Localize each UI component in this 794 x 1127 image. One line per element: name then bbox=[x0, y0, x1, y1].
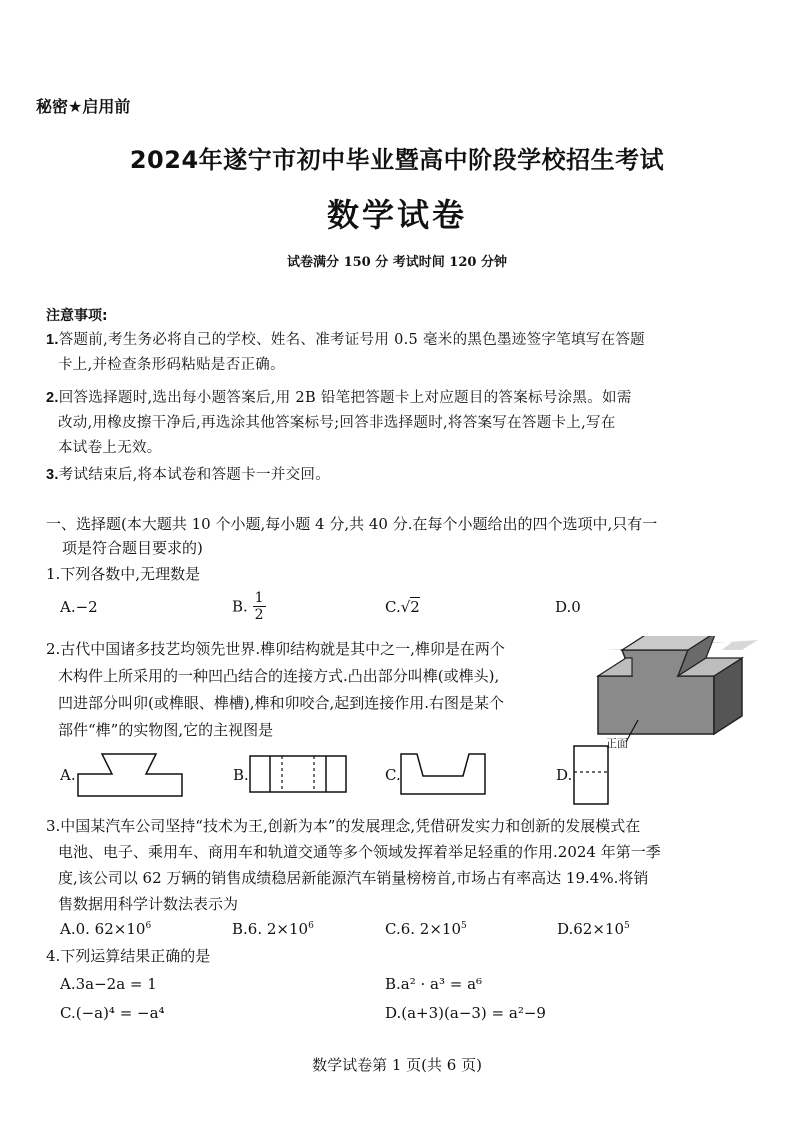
tenon-3d-figure bbox=[592, 636, 762, 748]
question-1-stem: 1.下列各数中,无理数是 bbox=[46, 565, 201, 583]
subject-title: 数学试卷 bbox=[326, 196, 467, 234]
q4-option-b: B.a² · a³ = a⁶ bbox=[385, 975, 483, 993]
q2-option-a-label: A. bbox=[60, 766, 76, 784]
exam-title: 2024年遂宁市初中毕业暨高中阶段学校招生考试 bbox=[129, 146, 665, 174]
notice-item-2: 2.回答选择题时,选出每小题答案后,用 2B 铅笔把答题卡上对应题目的答案标号涂黑。如需 改动,用橡皮擦干净后,再选涂其他答案标号;回答非选择题时,将答案写在答题卡上,写在 本试卷上无效。 bbox=[46, 390, 632, 456]
q1-option-b: B. $\frac{1}{2}$ bbox=[232, 590, 264, 623]
q2-option-a-figure bbox=[76, 752, 186, 798]
question-3-stem: 3.中国某汽车公司坚持“技术为王,创新为本”的发展理念,凭借研发实力和创新的发展模式在 电池、电子、乘用车、商用车和轨道交通等多个领域发挥着举足轻重的作用.2024 年第一季 度,该公司以 62 万辆的销售成绩稳居新能源汽车销量榜榜首,市场占有率高达 19.4%.将销 售数据用科学计数法表示为 bbox=[46, 817, 661, 913]
q1-option-a: A.−2 bbox=[60, 598, 98, 616]
score-time-info: 试卷满分 150 分 考试时间 120 分钟 bbox=[287, 255, 507, 270]
q4-option-d: D.(a+3)(a−3) = a²−9 bbox=[385, 1004, 546, 1022]
sqrt-symbol: √ bbox=[400, 598, 411, 616]
q4-option-c: C.(−a)⁴ = −a⁴ bbox=[60, 1004, 165, 1022]
section-heading: 一、选择题(本大题共 10 个小题,每小题 4 分,共 40 分.在每个小题给出的四个选项中,只有一 项是符合题目要求的) bbox=[46, 515, 658, 557]
q2-option-d-label: D. bbox=[556, 766, 573, 784]
question-2-stem: 2.古代中国诸多技艺均领先世界.榫卯结构就是其中之一,榫卯是在两个 木构件上所采用的一种凹凸结合的连接方式.凸出部分叫榫(或榫头), 凹进部分叫卯(或榫眼、榫槽),榫和卯咬合,起到连接作用.右图是某个 部件“榫”的实物图,它的主视图是 bbox=[46, 640, 505, 739]
q3-option-d: $D.62\times 10^5$ bbox=[557, 920, 630, 938]
q1-option-d: D.0 bbox=[555, 598, 581, 616]
confidential-label: 秘密★启用前 bbox=[36, 97, 131, 116]
q1-option-c: C.√2 bbox=[385, 598, 420, 616]
notice-heading: 注意事项: bbox=[46, 308, 108, 324]
q4-option-a: A.3a−2a = 1 bbox=[60, 975, 157, 993]
front-view-label: 正面 bbox=[606, 737, 628, 750]
q2-option-b-figure bbox=[248, 754, 348, 794]
q3-option-b: B.6. $2\times 10^6$ bbox=[232, 920, 314, 938]
page-footer: 数学试卷第 1 页(共 6 页) bbox=[312, 1056, 482, 1074]
q2-option-d-figure bbox=[572, 744, 612, 806]
q2-option-b-label: B. bbox=[233, 766, 249, 784]
q2-option-c-figure bbox=[399, 752, 489, 796]
notice-item-3: 3.考试结束后,将本试卷和答题卡一并交回。 bbox=[46, 467, 331, 483]
question-4-stem: 4.下列运算结果正确的是 bbox=[46, 947, 211, 965]
q3-option-a: A.0. $62\times 10^6$ bbox=[60, 920, 152, 938]
notice-item-1: 1.答题前,考生务必将自己的学校、姓名、准考证号用 0.5 毫米的黑色墨迹签字笔填写在答题 卡上,并检查条形码粘贴是否正确。 bbox=[46, 332, 645, 373]
q3-option-c: C.6. $2\times 10^5$ bbox=[385, 920, 467, 938]
q2-option-c-label: C. bbox=[385, 766, 401, 784]
